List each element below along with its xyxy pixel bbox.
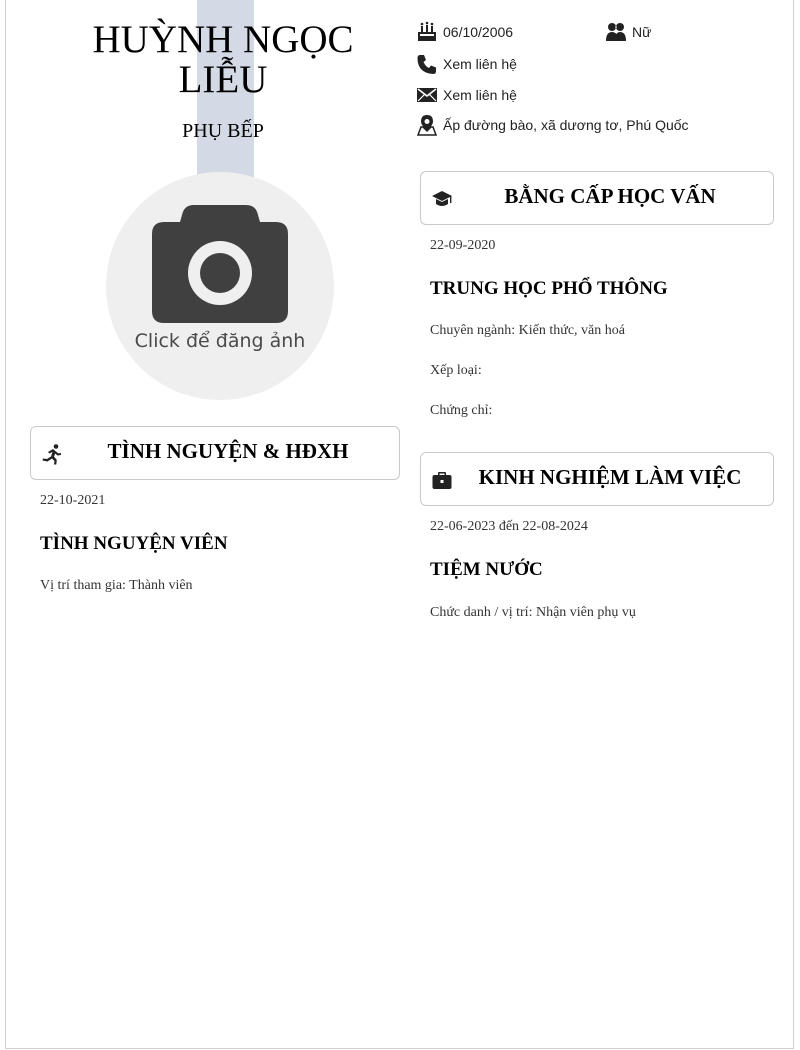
gender-row[interactable] — [605, 21, 651, 43]
camera-icon — [152, 205, 288, 323]
birthday-row[interactable] — [416, 21, 513, 43]
phone-icon — [416, 53, 438, 75]
volunteer-position[interactable]: Vị trí tham gia: Thành viên — [40, 578, 193, 593]
job-title[interactable]: PHỤ BẾP — [182, 120, 264, 142]
phone-row[interactable] — [416, 53, 517, 75]
address-value[interactable]: Ấp đường bào, xã dương tơ, Phú Quốc — [443, 117, 689, 133]
briefcase-icon — [431, 469, 453, 491]
phone-value[interactable]: Xem liên hệ — [443, 56, 517, 72]
email-value[interactable]: Xem liên hệ — [443, 87, 517, 103]
graduation-cap-icon — [431, 188, 453, 210]
avatar-caption[interactable]: Click để đăng ảnh — [134, 330, 306, 352]
volunteer-date[interactable]: 22-10-2021 — [40, 493, 106, 508]
location-pin-icon — [416, 114, 438, 136]
experience-title[interactable]: KINH NGHIỆM LÀM VIỆC — [478, 465, 742, 489]
address-row[interactable] — [416, 114, 689, 136]
education-rank[interactable]: Xếp loại: — [430, 363, 482, 378]
runner-icon — [41, 443, 63, 465]
volunteer-role-title[interactable]: TÌNH NGUYỆN VIÊN — [40, 533, 228, 554]
experience-company[interactable]: TIỆM NƯỚC — [430, 559, 543, 580]
gender-value[interactable]: Nữ — [632, 24, 652, 40]
education-major[interactable]: Chuyên ngành: Kiến thức, văn hoá — [430, 323, 625, 338]
email-row[interactable] — [416, 84, 517, 106]
education-certificate[interactable]: Chứng chỉ: — [430, 403, 493, 418]
name-line-1[interactable]: HUỲNH NGỌC — [92, 18, 354, 61]
name-line-2[interactable]: LIỄU — [178, 58, 268, 101]
gender-icon — [605, 21, 627, 43]
volunteer-header[interactable] — [30, 426, 400, 480]
education-date[interactable]: 22-09-2020 — [430, 238, 496, 253]
cake-icon — [416, 21, 438, 43]
birthday-value[interactable]: 06/10/2006 — [443, 24, 514, 40]
candidate-name[interactable] — [60, 20, 386, 100]
experience-header[interactable] — [420, 452, 774, 506]
avatar-upload[interactable] — [106, 172, 334, 400]
education-title[interactable]: BẰNG CẤP HỌC VẤN — [504, 184, 716, 208]
volunteer-title[interactable]: TÌNH NGUYỆN & HĐXH — [107, 439, 349, 463]
mail-icon — [416, 84, 438, 106]
education-header[interactable] — [420, 171, 774, 225]
education-school[interactable]: TRUNG HỌC PHỔ THÔNG — [430, 278, 668, 299]
experience-position[interactable]: Chức danh / vị trí: Nhận viên phụ vụ — [430, 605, 636, 620]
experience-date[interactable]: 22-06-2023 đến 22-08-2024 — [430, 519, 588, 534]
cv-page — [5, 0, 794, 1049]
